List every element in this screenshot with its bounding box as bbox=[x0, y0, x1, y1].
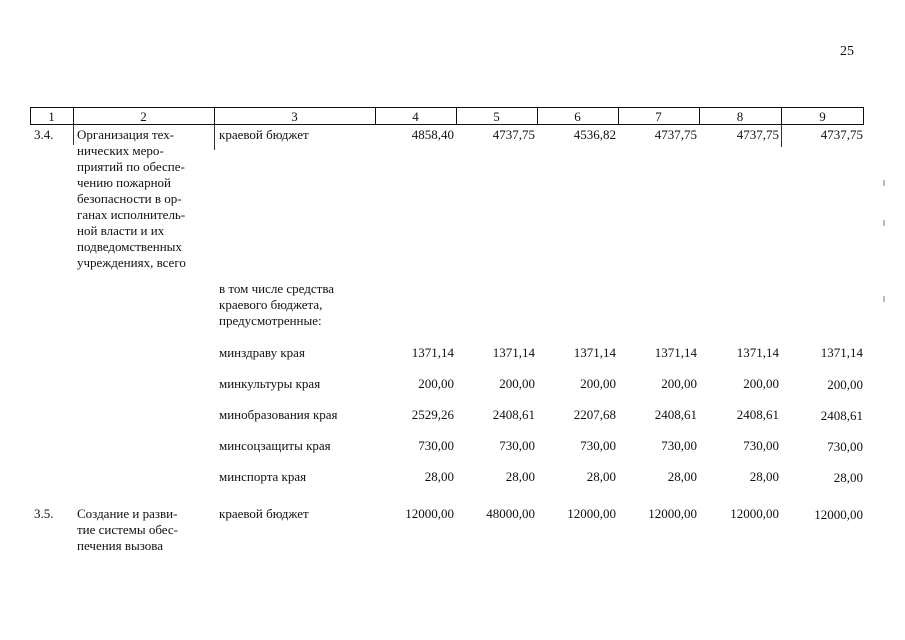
value-cell: 1371,14 bbox=[573, 345, 616, 360]
header-cell: 5 bbox=[493, 109, 500, 124]
funding-note bbox=[219, 281, 368, 329]
value-cell: 200,00 bbox=[661, 376, 697, 391]
value-cell: 1371,14 bbox=[736, 345, 779, 360]
value-cell: 48000,00 bbox=[486, 506, 535, 521]
note-line: краевого бюджета, bbox=[219, 297, 323, 312]
header-cell: 3 bbox=[291, 109, 298, 124]
value-cell: 28,00 bbox=[505, 469, 535, 484]
value-cell: 2408,61 bbox=[736, 407, 779, 422]
value-cell: 4737,75 bbox=[492, 127, 535, 142]
value-cell: 2408,61 bbox=[820, 408, 863, 423]
value-cell: 2529,26 bbox=[411, 407, 454, 422]
subrow-source: минспорта края bbox=[219, 469, 307, 484]
value-cell: 4737,75 bbox=[820, 127, 863, 142]
value-cell: 2408,61 bbox=[654, 407, 697, 422]
value-cell: 12000,00 bbox=[405, 506, 454, 521]
funding-source: краевой бюджет bbox=[219, 127, 309, 142]
value-cell: 28,00 bbox=[667, 469, 697, 484]
value-cell: 200,00 bbox=[743, 376, 779, 391]
subrow-source: минсоцзащиты края bbox=[219, 438, 331, 453]
column-line bbox=[214, 125, 215, 150]
value-cell: 4858,40 bbox=[411, 127, 454, 142]
row-description bbox=[77, 506, 209, 554]
row-number: 3.5. bbox=[34, 506, 54, 521]
row-number: 3.4. bbox=[34, 127, 54, 142]
row-description bbox=[77, 127, 209, 271]
margin-tick bbox=[883, 220, 885, 226]
description-line: ной власти и их bbox=[77, 223, 165, 238]
value-cell: 730,00 bbox=[499, 438, 535, 453]
description-line: Организация тех- bbox=[77, 127, 175, 142]
description-line: Создание и разви- bbox=[77, 506, 178, 521]
value-cell: 28,00 bbox=[586, 469, 616, 484]
subrow-source: минздраву края bbox=[219, 345, 305, 360]
header-cell: 1 bbox=[48, 109, 55, 124]
value-cell: 12000,00 bbox=[567, 506, 616, 521]
description-line: тие системы обес- bbox=[77, 522, 178, 537]
page-number: 25 bbox=[840, 44, 854, 59]
value-cell: 200,00 bbox=[827, 377, 863, 392]
value-cell: 200,00 bbox=[418, 376, 454, 391]
value-cell: 2408,61 bbox=[492, 407, 535, 422]
value-cell: 200,00 bbox=[499, 376, 535, 391]
margin-tick bbox=[883, 296, 885, 302]
header-cell: 7 bbox=[655, 109, 662, 124]
header-cell: 8 bbox=[736, 109, 744, 124]
funding-source: краевой бюджет bbox=[219, 506, 309, 521]
subrow-source: минобразования края bbox=[219, 407, 338, 422]
note-line: предусмотренные: bbox=[219, 313, 322, 328]
value-cell: 730,00 bbox=[418, 438, 454, 453]
margin-tick bbox=[883, 180, 885, 186]
subrow-source: минкультуры края bbox=[219, 376, 321, 391]
description-line: ганах исполнитель- bbox=[77, 207, 186, 222]
header-cell: 9 bbox=[819, 109, 826, 124]
description-line: подведомственных bbox=[77, 239, 182, 254]
value-cell: 12000,00 bbox=[648, 506, 697, 521]
value-cell: 28,00 bbox=[424, 469, 454, 484]
value-cell: 1371,14 bbox=[411, 345, 454, 360]
header-cell: 4 bbox=[412, 109, 419, 124]
value-cell: 1371,14 bbox=[820, 345, 863, 360]
value-cell: 4737,75 bbox=[654, 127, 697, 142]
description-line: печения вызова bbox=[77, 538, 164, 553]
value-cell: 1371,14 bbox=[492, 345, 535, 360]
header-cell: 2 bbox=[140, 109, 147, 124]
value-cell: 12000,00 bbox=[730, 506, 779, 521]
value-cell: 730,00 bbox=[580, 438, 616, 453]
value-cell: 2207,68 bbox=[573, 407, 616, 422]
header-cell: 6 bbox=[574, 109, 581, 124]
description-line: безопасности в ор- bbox=[77, 191, 182, 206]
description-line: учреждениях, всего bbox=[77, 255, 186, 270]
description-line: нических меро- bbox=[77, 143, 164, 158]
note-line: в том числе средства bbox=[219, 281, 335, 296]
value-cell: 200,00 bbox=[580, 376, 616, 391]
value-cell: 730,00 bbox=[661, 438, 697, 453]
value-cell: 28,00 bbox=[749, 469, 779, 484]
value-cell: 12000,00 bbox=[814, 507, 863, 522]
value-cell: 4737,75 bbox=[736, 127, 779, 142]
value-cell: 28,00 bbox=[833, 470, 863, 485]
column-line bbox=[73, 125, 74, 145]
value-cell: 730,00 bbox=[827, 439, 863, 454]
value-cell: 730,00 bbox=[743, 438, 779, 453]
description-line: чению пожарной bbox=[77, 175, 171, 190]
value-cell: 4536,82 bbox=[573, 127, 616, 142]
value-cell: 1371,14 bbox=[654, 345, 697, 360]
description-line: приятий по обеспе- bbox=[77, 159, 185, 174]
